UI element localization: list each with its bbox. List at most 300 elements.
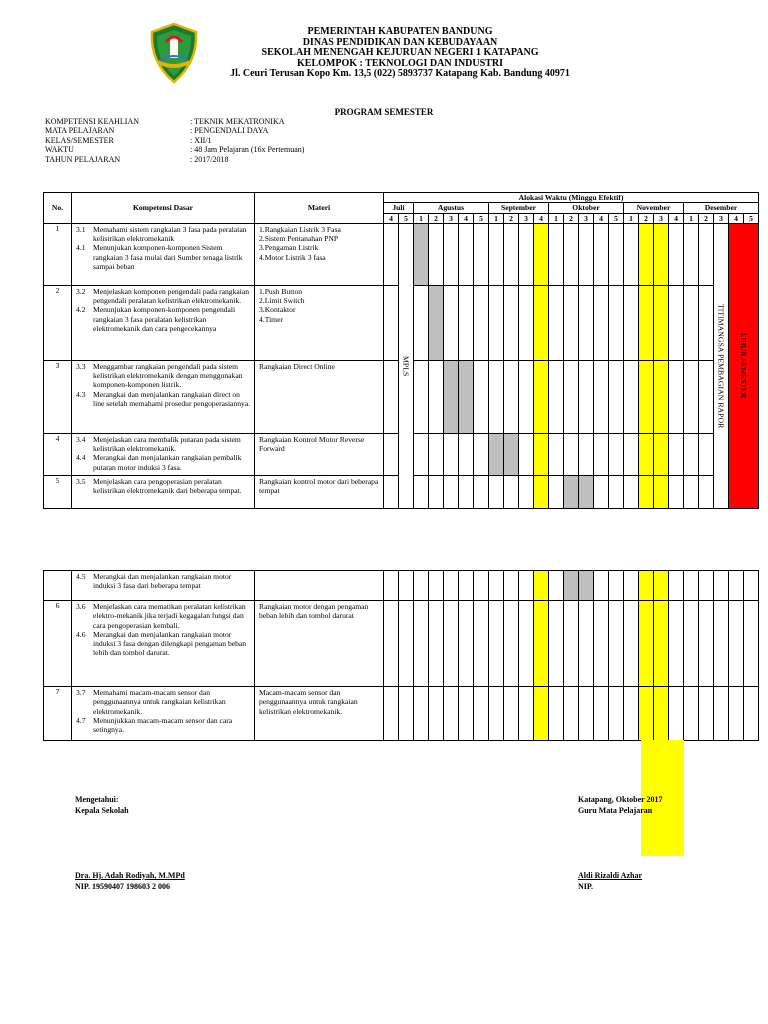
week-cell bbox=[729, 601, 744, 687]
week-number: 4 bbox=[594, 213, 609, 223]
week-cell bbox=[714, 601, 729, 687]
kd-item bbox=[76, 688, 252, 716]
week-cell bbox=[444, 223, 459, 285]
week-cell bbox=[474, 223, 489, 285]
kompetensi-dasar-cell bbox=[72, 601, 255, 687]
materi-item: 1.Push Button bbox=[259, 286, 303, 296]
kompetensi-dasar-cell bbox=[72, 360, 255, 433]
week-cell bbox=[714, 571, 729, 601]
week-cell bbox=[459, 285, 474, 360]
kd-text: Merangkai dan menjalankan rangkaian motor induksi 3 fasa dari beberapa tempat bbox=[93, 572, 232, 591]
week-cell bbox=[699, 223, 714, 285]
month-header: Agustus bbox=[414, 203, 489, 213]
kd-text: Menunjukan komponen-komponen pengendali rangkaian 3 fasa peralatan kelistrikan elektromekanik dan cara pengecekannya bbox=[93, 305, 236, 334]
week-cell bbox=[384, 687, 399, 741]
week-cell bbox=[519, 360, 534, 433]
kompetensi-dasar-cell bbox=[72, 475, 255, 508]
kd-item bbox=[76, 362, 252, 390]
week-cell bbox=[444, 360, 459, 433]
kd-code: 3.2 bbox=[76, 286, 86, 296]
week-cell bbox=[609, 223, 624, 285]
schedule-table-2-wrap bbox=[43, 570, 759, 741]
week-cell bbox=[534, 360, 549, 433]
row-number: 3 bbox=[44, 360, 72, 433]
row-number: 7 bbox=[44, 687, 72, 741]
libur-semester-column bbox=[729, 223, 759, 508]
week-cell bbox=[594, 601, 609, 687]
kd-item bbox=[76, 453, 252, 472]
kd-code: 4.2 bbox=[76, 305, 86, 315]
kd-code: 4.4 bbox=[76, 453, 86, 463]
info-key: WAKTU bbox=[45, 145, 74, 155]
week-cell bbox=[384, 433, 399, 475]
week-number: 1 bbox=[414, 213, 429, 223]
kd-code: 3.1 bbox=[76, 224, 86, 234]
week-cell bbox=[489, 433, 504, 475]
week-cell bbox=[474, 601, 489, 687]
week-cell bbox=[474, 571, 489, 601]
week-cell bbox=[639, 601, 654, 687]
week-number: 2 bbox=[504, 213, 519, 223]
kd-text: Menunjukan komponen-komponen Sistem rangkaian 3 fasa mulai dari Sumber tenaga listrik sampai beban bbox=[93, 243, 243, 272]
week-number: 5 bbox=[399, 213, 414, 223]
materi-cell bbox=[255, 601, 384, 687]
week-number: 1 bbox=[684, 213, 699, 223]
week-cell bbox=[579, 687, 594, 741]
week-cell bbox=[564, 360, 579, 433]
week-cell bbox=[549, 433, 564, 475]
month-header: Desember bbox=[684, 203, 759, 213]
week-cell bbox=[654, 285, 669, 360]
week-cell bbox=[684, 285, 699, 360]
week-cell bbox=[624, 360, 639, 433]
titimangsa-label: TITIMANGSA PEMBAGIAN RAPOR bbox=[716, 303, 726, 429]
kd-text: Menjelaskan cara pengoperasian peralatan kelistrikan elektromekanik dari beberapa tempat. bbox=[93, 476, 242, 496]
week-cell bbox=[564, 433, 579, 475]
materi-item: 3.Kontaktor bbox=[259, 305, 296, 315]
week-cell bbox=[504, 223, 519, 285]
week-cell bbox=[624, 433, 639, 475]
week-cell bbox=[654, 360, 669, 433]
libur-semester-label: LIBUR SEMESTER bbox=[739, 333, 749, 399]
materi-cell bbox=[255, 571, 384, 601]
week-cell bbox=[429, 475, 444, 508]
week-cell bbox=[669, 433, 684, 475]
table-row bbox=[44, 687, 759, 741]
week-cell bbox=[459, 571, 474, 601]
week-cell bbox=[519, 687, 534, 741]
kd-code: 3.3 bbox=[76, 361, 86, 371]
week-number: 3 bbox=[444, 213, 459, 223]
sig-right-name: Aldi Rizaldi Azhar bbox=[578, 871, 643, 880]
week-cell bbox=[744, 571, 759, 601]
week-cell bbox=[489, 223, 504, 285]
row-number bbox=[44, 571, 72, 601]
week-cell bbox=[594, 571, 609, 601]
week-cell bbox=[684, 433, 699, 475]
week-cell bbox=[474, 285, 489, 360]
week-number: 1 bbox=[489, 213, 504, 223]
week-cell bbox=[684, 571, 699, 601]
week-cell bbox=[654, 433, 669, 475]
week-cell bbox=[699, 433, 714, 475]
materi-item: 2.Sistem Pentanahan PNP bbox=[259, 234, 339, 244]
week-cell bbox=[564, 571, 579, 601]
materi-cell bbox=[255, 223, 384, 285]
materi-item: Rangkaian Kontrol Motor Reverse Forward bbox=[259, 434, 365, 454]
kd-code: 3.6 bbox=[76, 602, 86, 611]
week-cell bbox=[654, 601, 669, 687]
week-cell bbox=[399, 571, 414, 601]
schedule-table-continued bbox=[43, 570, 759, 741]
week-cell bbox=[669, 571, 684, 601]
row-number: 2 bbox=[44, 285, 72, 360]
week-cell bbox=[504, 433, 519, 475]
week-cell bbox=[624, 601, 639, 687]
week-cell bbox=[414, 360, 429, 433]
week-cell bbox=[669, 360, 684, 433]
week-cell bbox=[669, 601, 684, 687]
week-cell bbox=[444, 433, 459, 475]
kd-item bbox=[76, 602, 252, 630]
week-number: 1 bbox=[549, 213, 564, 223]
kd-code: 4.1 bbox=[76, 243, 86, 253]
info-value: : 2017/2018 bbox=[190, 154, 229, 164]
week-cell bbox=[624, 475, 639, 508]
week-cell bbox=[519, 601, 534, 687]
week-cell bbox=[669, 687, 684, 741]
week-number: 3 bbox=[579, 213, 594, 223]
kompetensi-dasar-cell bbox=[72, 223, 255, 285]
col-alokasi-header: Alokasi Waktu (Minggu Efektif) bbox=[384, 193, 759, 203]
col-no-header: No. bbox=[44, 193, 72, 224]
week-cell bbox=[684, 687, 699, 741]
sig-left-line2: Kepala Sekolah bbox=[75, 805, 129, 815]
week-cell bbox=[594, 687, 609, 741]
materi-item: 2.Limit Switch bbox=[259, 296, 305, 306]
week-cell bbox=[549, 360, 564, 433]
info-value: : XII/1 bbox=[190, 135, 212, 145]
mpls-column bbox=[399, 223, 414, 508]
week-cell bbox=[384, 475, 399, 508]
week-cell bbox=[429, 571, 444, 601]
titimangsa-column bbox=[714, 223, 729, 508]
materi-item: 1.Rangkaian Listrik 3 Fasa bbox=[259, 224, 341, 234]
kompetensi-dasar-cell bbox=[72, 687, 255, 741]
week-cell bbox=[414, 475, 429, 508]
materi-item: 3.Pengaman Listrik bbox=[259, 243, 319, 253]
week-cell bbox=[579, 360, 594, 433]
signature-right bbox=[578, 795, 663, 892]
week-cell bbox=[579, 433, 594, 475]
materi-item: 4.Timer bbox=[259, 314, 283, 324]
week-cell bbox=[519, 475, 534, 508]
week-cell bbox=[579, 601, 594, 687]
sig-left-name: Dra. Hj. Adah Rodiyah, M.MPd bbox=[75, 871, 185, 880]
week-cell bbox=[744, 687, 759, 741]
sig-left-line1: Mengetahui: bbox=[75, 795, 119, 804]
kompetensi-dasar-cell bbox=[72, 433, 255, 475]
week-cell bbox=[609, 475, 624, 508]
week-number: 3 bbox=[654, 213, 669, 223]
week-cell bbox=[444, 571, 459, 601]
week-cell bbox=[429, 687, 444, 741]
week-cell bbox=[594, 285, 609, 360]
week-cell bbox=[699, 571, 714, 601]
sig-right-line2: Guru Mata Pelajaran bbox=[578, 805, 653, 815]
week-cell bbox=[624, 223, 639, 285]
week-number: 1 bbox=[624, 213, 639, 223]
week-cell bbox=[444, 601, 459, 687]
mpls-label: MPLS bbox=[401, 355, 411, 377]
materi-item: Rangkaian Direct Online bbox=[259, 361, 335, 371]
week-cell bbox=[534, 433, 549, 475]
week-cell bbox=[594, 433, 609, 475]
kd-code: 3.5 bbox=[76, 476, 86, 486]
kd-text: Menjelaskan cara mematikan peralatan kelistrikan elektro-mekanik jika terjadi kegagalan fungsi dan cara pengoperasian kembali. bbox=[93, 602, 246, 630]
month-header: September bbox=[489, 203, 549, 213]
week-cell bbox=[684, 601, 699, 687]
row-number: 1 bbox=[44, 223, 72, 285]
info-key: KELAS/SEMESTER bbox=[45, 135, 114, 145]
letterhead bbox=[150, 27, 650, 80]
week-cell bbox=[534, 687, 549, 741]
week-cell bbox=[639, 360, 654, 433]
week-cell bbox=[684, 475, 699, 508]
week-cell bbox=[489, 360, 504, 433]
week-cell bbox=[564, 223, 579, 285]
week-cell bbox=[609, 571, 624, 601]
materi-cell bbox=[255, 687, 384, 741]
week-cell bbox=[579, 475, 594, 508]
kd-item bbox=[76, 390, 252, 409]
week-cell bbox=[654, 223, 669, 285]
week-cell bbox=[549, 223, 564, 285]
kd-text: Merangkai dan menjalankan rangkaian direct on line setelah memahami prosedur pengoperasiannya. bbox=[93, 389, 251, 409]
week-cell bbox=[504, 571, 519, 601]
week-cell bbox=[594, 223, 609, 285]
row-number: 5 bbox=[44, 475, 72, 508]
week-cell bbox=[624, 285, 639, 360]
week-cell bbox=[564, 601, 579, 687]
week-cell bbox=[624, 571, 639, 601]
table-row bbox=[44, 223, 759, 285]
sig-right-nip: NIP. bbox=[578, 881, 594, 891]
week-number: 4 bbox=[459, 213, 474, 223]
week-cell bbox=[654, 571, 669, 601]
kd-code: 4.7 bbox=[76, 715, 86, 725]
kd-item bbox=[76, 572, 252, 591]
kd-text: Memahami sistem rangkaian 3 fasa pada peralatan kelistrikan elektromekanik bbox=[93, 224, 247, 244]
week-cell bbox=[504, 601, 519, 687]
week-cell bbox=[429, 223, 444, 285]
week-cell bbox=[744, 601, 759, 687]
kd-text: Menunjukkan macam-macam sensor dan cara setingnya. bbox=[93, 715, 233, 735]
col-materi-header: Materi bbox=[255, 193, 384, 224]
info-value: : TEKNIK MEKATRONIKA bbox=[190, 117, 285, 126]
week-cell bbox=[429, 433, 444, 475]
week-cell bbox=[489, 475, 504, 508]
week-cell bbox=[609, 360, 624, 433]
week-cell bbox=[669, 223, 684, 285]
week-cell bbox=[384, 571, 399, 601]
week-cell bbox=[609, 285, 624, 360]
week-cell bbox=[579, 571, 594, 601]
week-cell bbox=[699, 360, 714, 433]
kd-text: Memahami macam-macam sensor dan penggunaannya untuk rangkaian kelistrikan elektromekanik. bbox=[93, 688, 226, 716]
week-cell bbox=[609, 433, 624, 475]
kd-code: 3.4 bbox=[76, 434, 86, 444]
week-cell bbox=[579, 223, 594, 285]
week-cell bbox=[639, 571, 654, 601]
week-cell bbox=[684, 360, 699, 433]
week-cell bbox=[519, 285, 534, 360]
week-number: 2 bbox=[429, 213, 444, 223]
week-cell bbox=[669, 475, 684, 508]
week-cell bbox=[414, 571, 429, 601]
sig-left-nip: NIP. 19590407 198603 2 006 bbox=[75, 881, 171, 891]
week-cell bbox=[459, 223, 474, 285]
week-cell bbox=[459, 601, 474, 687]
week-cell bbox=[549, 285, 564, 360]
week-cell bbox=[459, 687, 474, 741]
kd-text: Menggambar rangkaian pengendali pada sistem kelistrikan elektromekanik dengan menggunakan komponen-komponen listrik. bbox=[93, 361, 243, 390]
week-number: 5 bbox=[474, 213, 489, 223]
week-cell bbox=[474, 433, 489, 475]
week-cell bbox=[459, 475, 474, 508]
week-cell bbox=[384, 360, 399, 433]
week-cell bbox=[459, 433, 474, 475]
week-cell bbox=[699, 475, 714, 508]
week-cell bbox=[414, 285, 429, 360]
week-cell bbox=[639, 687, 654, 741]
week-cell bbox=[474, 360, 489, 433]
week-number: 5 bbox=[609, 213, 624, 223]
week-cell bbox=[414, 687, 429, 741]
week-cell bbox=[549, 475, 564, 508]
week-cell bbox=[384, 223, 399, 285]
week-cell bbox=[489, 285, 504, 360]
week-number: 4 bbox=[384, 213, 399, 223]
materi-item: 4.Motor Listrik 3 fasa bbox=[259, 252, 326, 262]
kd-code: 4.5 bbox=[76, 572, 86, 581]
kd-item bbox=[76, 630, 252, 658]
row-number: 6 bbox=[44, 601, 72, 687]
week-cell bbox=[429, 285, 444, 360]
week-cell bbox=[504, 687, 519, 741]
week-cell bbox=[489, 601, 504, 687]
week-cell bbox=[699, 285, 714, 360]
info-key: KOMPETENSI KEAHLIAN bbox=[45, 117, 139, 126]
week-cell bbox=[519, 433, 534, 475]
kd-code: 4.3 bbox=[76, 389, 86, 399]
week-cell bbox=[579, 285, 594, 360]
signature-left bbox=[75, 795, 185, 892]
header-line-2: DINAS PENDIDIKAN DAN KEBUDAYAAN bbox=[302, 36, 498, 48]
sig-right-line1: Katapang, Oktober 2017 bbox=[578, 795, 663, 804]
table-row bbox=[44, 571, 759, 601]
week-cell bbox=[714, 687, 729, 741]
week-cell bbox=[534, 601, 549, 687]
week-cell bbox=[594, 475, 609, 508]
week-cell bbox=[399, 687, 414, 741]
schedule-table-1-wrap bbox=[43, 192, 759, 509]
week-cell bbox=[534, 571, 549, 601]
week-cell bbox=[639, 223, 654, 285]
week-cell bbox=[624, 687, 639, 741]
kd-item bbox=[76, 225, 252, 244]
week-cell bbox=[519, 223, 534, 285]
week-cell bbox=[384, 285, 399, 360]
week-cell bbox=[609, 601, 624, 687]
week-cell bbox=[594, 360, 609, 433]
col-kd-header: Kompetensi Dasar bbox=[72, 193, 255, 224]
month-header: Juli bbox=[384, 203, 414, 213]
kd-item bbox=[76, 305, 252, 333]
materi-item: Rangkaian motor dengan pengaman beban lebih dan tombol darurat bbox=[259, 602, 369, 621]
kompetensi-dasar-cell bbox=[72, 285, 255, 360]
week-cell bbox=[564, 285, 579, 360]
week-cell bbox=[519, 571, 534, 601]
materi-cell bbox=[255, 360, 384, 433]
week-number: 5 bbox=[744, 213, 759, 223]
week-cell bbox=[564, 475, 579, 508]
kd-text: Menjelaskan cara membalik putaran pada sistem kelistrikan elektromekanik. bbox=[93, 434, 241, 454]
week-cell bbox=[444, 475, 459, 508]
info-value: : PENGENDALI DAYA bbox=[190, 126, 269, 136]
week-cell bbox=[444, 687, 459, 741]
week-number: 2 bbox=[699, 213, 714, 223]
week-number: 3 bbox=[519, 213, 534, 223]
table-row bbox=[44, 601, 759, 687]
week-cell bbox=[429, 601, 444, 687]
week-cell bbox=[534, 475, 549, 508]
kd-item bbox=[76, 435, 252, 454]
materi-item: Rangkaian kontrol motor dari beberapa tempat bbox=[259, 476, 379, 496]
info-value: : 48 Jam Pelajaran (16x Pertemuan) bbox=[190, 145, 305, 155]
week-cell bbox=[564, 687, 579, 741]
week-number: 4 bbox=[534, 213, 549, 223]
kd-text: Merangkai dan menjalankan rangkaian motor induksi 3 fasa dengan dilengkapi pengaman beban lebih dan tombol darurat. bbox=[93, 629, 247, 658]
header-line-1: PEMERINTAH KABUPATEN BANDUNG bbox=[307, 26, 493, 37]
week-cell bbox=[489, 687, 504, 741]
week-cell bbox=[414, 223, 429, 285]
schedule-table bbox=[43, 192, 759, 509]
kd-item bbox=[76, 477, 252, 496]
week-cell bbox=[504, 475, 519, 508]
week-cell bbox=[654, 475, 669, 508]
kd-item bbox=[76, 243, 252, 271]
week-cell bbox=[639, 285, 654, 360]
materi-cell bbox=[255, 433, 384, 475]
week-cell bbox=[429, 360, 444, 433]
month-header: November bbox=[624, 203, 684, 213]
month-header: Oktober bbox=[549, 203, 624, 213]
week-number: 2 bbox=[639, 213, 654, 223]
week-cell bbox=[699, 687, 714, 741]
kompetensi-dasar-cell bbox=[72, 571, 255, 601]
info-key: TAHUN PELAJARAN bbox=[45, 154, 121, 164]
materi-item: Macam-macam sensor dan penggunaannya untuk rangkaian kelistrikan elektromekanik. bbox=[259, 688, 358, 716]
week-number: 4 bbox=[669, 213, 684, 223]
week-cell bbox=[669, 285, 684, 360]
week-cell bbox=[684, 223, 699, 285]
week-cell bbox=[399, 601, 414, 687]
header-line-3: SEKOLAH MENENGAH KEJURUAN NEGERI 1 KATAPANG bbox=[261, 47, 539, 58]
week-cell bbox=[729, 571, 744, 601]
week-number: 3 bbox=[714, 213, 729, 223]
week-cell bbox=[414, 433, 429, 475]
